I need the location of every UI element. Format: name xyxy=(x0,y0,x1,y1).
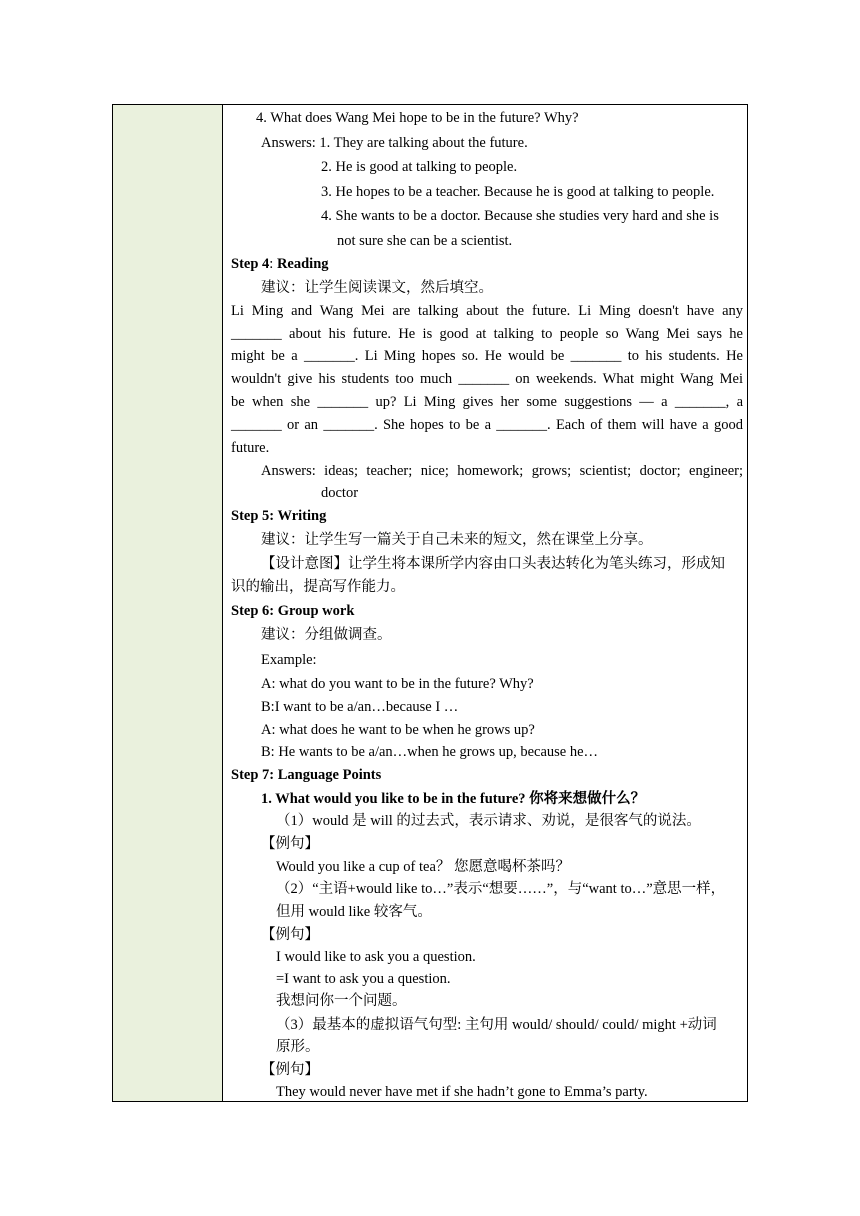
example-sentence: Would you like a cup of tea？ 您愿意喝杯茶吗？ xyxy=(276,859,571,875)
example-sentence: 我想问你一个问题。 xyxy=(276,993,407,1009)
answer-4: 4. She wants to be a doctor. Because she studies very hard and she is xyxy=(321,208,719,224)
passage-line: future. xyxy=(231,440,270,456)
point-line: 原形。 xyxy=(276,1039,320,1055)
step6-line: A: what do you want to be in the future? Why? xyxy=(261,676,534,692)
step6-heading: Step 6: Group work xyxy=(231,603,355,619)
answer-2: 2. He is good at talking to people. xyxy=(321,159,518,175)
passage-line: wouldn't give his students too much _______ on weekends. What might Wang Mei xyxy=(231,371,743,387)
step5-line: 建议：让学生写一篇关于自己未来的短文，然在课堂上分享。 xyxy=(261,532,653,548)
step5-line: 【设计意图】让学生将本课所学内容由口头表达转化为笔头练习，形成知 xyxy=(261,556,725,572)
step7-heading: Step 7: Language Points xyxy=(231,767,382,783)
example-sentence: I would like to ask you a question. xyxy=(276,949,476,965)
point-line: （1）would 是 will 的过去式，表示请求、劝说，是很客气的说法。 xyxy=(276,813,701,829)
step6-line: B:I want to be a/an…because I … xyxy=(261,699,459,715)
point-line: （2）“主语+would like to…”表示“想要……”，与“want to…”意思一样， xyxy=(276,881,726,897)
passage-line: _______ or an _______. She hopes to be a _______. Each of them will have a good xyxy=(231,417,743,433)
point-line: 但用 would like 较客气。 xyxy=(276,904,432,920)
passage-line: be when she _______ up? Li Ming gives her some suggestions — a _______, a xyxy=(231,394,743,410)
answer-3: 3. He hopes to be a teacher. Because he is good at talking to people. xyxy=(321,184,715,200)
example-label: 【例句】 xyxy=(261,1062,319,1078)
point-line: （3）最基本的虚拟语气句型: 主句用 would/ should/ could/ might +动词 xyxy=(276,1017,717,1033)
example-label: 【例句】 xyxy=(261,836,319,852)
language-point-1: 1. What would you like to be in the future? 你将来想做什么？ xyxy=(261,791,646,807)
answer-4-cont: not sure she can be a scientist. xyxy=(337,233,513,249)
passage-line: might be a _______. Li Ming hopes so. He would be _______ to his students. He xyxy=(231,348,743,364)
label-column xyxy=(113,105,223,1101)
step6-line: 建议：分组做调查。 xyxy=(261,627,392,643)
example-sentence: =I want to ask you a question. xyxy=(276,971,451,987)
step4-answers-cont: doctor xyxy=(321,485,359,501)
question-4: 4. What does Wang Mei hope to be in the future? Why? xyxy=(256,110,579,126)
step5-heading: Step 5: Writing xyxy=(231,508,327,524)
step5-line: 识的输出，提高写作能力。 xyxy=(231,579,405,595)
step4-answers: Answers: ideas; teacher; nice; homework; grows; scientist; doctor; engineer; xyxy=(261,463,743,479)
passage-line: _______ about his future. He is good at talking to people so Wang Mei says he xyxy=(231,326,743,342)
example-label: 【例句】 xyxy=(261,927,319,943)
passage-line: Li Ming and Wang Mei are talking about the future. Li Ming doesn't have any xyxy=(231,303,743,319)
answers-line: Answers: 1. They are talking about the future. xyxy=(261,135,528,151)
step6-line: Example: xyxy=(261,652,317,668)
step6-line: B: He wants to be a/an…when he grows up, because he… xyxy=(261,744,599,760)
example-sentence: They would never have met if she hadn’t gone to Emma’s party. xyxy=(276,1084,648,1100)
lesson-table xyxy=(112,104,748,1102)
step4-heading: Step 4: Reading xyxy=(231,256,329,272)
step4-suggestion: 建议：让学生阅读课文，然后填空。 xyxy=(261,280,493,296)
step6-line: A: what does he want to be when he grows up? xyxy=(261,722,535,738)
